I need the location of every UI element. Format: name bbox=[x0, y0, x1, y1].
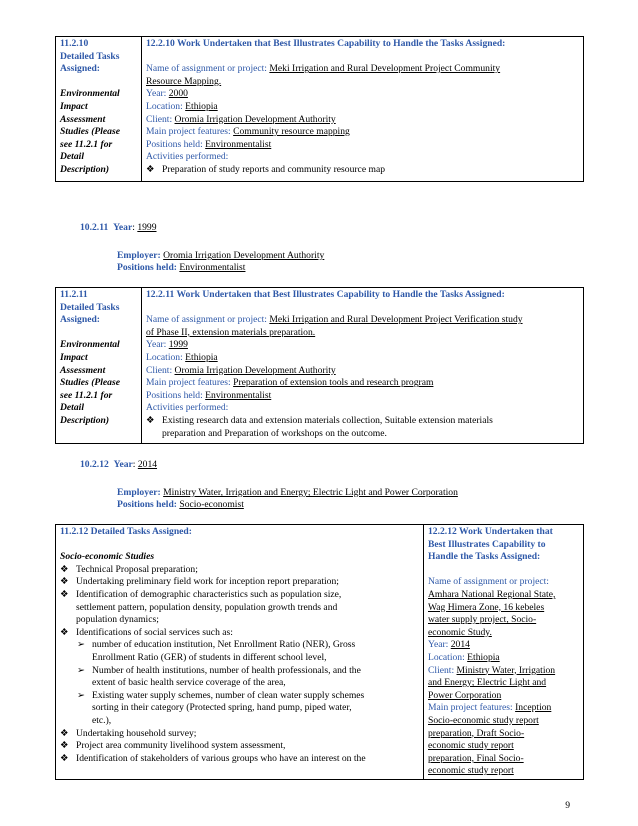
employer-line: Employer: Ministry Water, Irrigation and Energy; Electric Light and Power Corporation bbox=[117, 487, 458, 498]
task-category-line: Impact bbox=[60, 100, 88, 112]
diamond-bullet-icon: ❖ bbox=[60, 563, 69, 575]
project-client: Client: Oromia Irrigation Development Authority bbox=[146, 113, 336, 125]
task-category-line: Assessment bbox=[60, 364, 106, 376]
assignment-name-label: Name of assignment or project: bbox=[428, 576, 549, 588]
arrow-bullet-icon: ➢ bbox=[77, 689, 86, 701]
task-subitem: ➢ Number of health institutions, number of health professionals, and the extent of basic health service coverage of the area, bbox=[77, 664, 361, 689]
project-features-cont: preparation, Draft Socio- bbox=[428, 727, 525, 739]
project-features-cont: preparation, Final Socio- bbox=[428, 752, 524, 764]
project-features: Main project features: Inception bbox=[428, 702, 552, 714]
project-features: Main project features: Preparation of extension tools and research program bbox=[146, 377, 434, 389]
employer-line: Employer: Oromia Irrigation Development Authority bbox=[117, 250, 325, 261]
assignment-name: Name of assignment or project: Meki Irrigation and Rural Development Project Verification study bbox=[146, 314, 523, 326]
task-category: Socio-economic Studies bbox=[60, 551, 155, 563]
diamond-bullet-icon: ❖ bbox=[60, 588, 69, 600]
work-heading-line: Best Illustrates Capability to bbox=[428, 538, 546, 550]
positions-line: Positions held: Socio-economist bbox=[117, 499, 244, 510]
diamond-bullet-icon: ❖ bbox=[60, 576, 69, 588]
task-category-line: Impact bbox=[60, 351, 88, 363]
project-client-cont: and Energy; Electric Light and bbox=[428, 677, 547, 689]
diamond-bullet-icon: ❖ bbox=[60, 740, 69, 752]
work-heading: 12.2.10 Work Undertaken that Best Illustrates Capability to Handle the Tasks Assigned: bbox=[146, 38, 506, 49]
project-features: Main project features: Community resource mapping bbox=[146, 126, 350, 138]
activities-label: Activities performed: bbox=[146, 402, 229, 414]
project-client-cont: Power Corporation bbox=[428, 689, 502, 701]
task-category-line: Studies (Please bbox=[60, 377, 120, 389]
assignment-name-line: water supply project, Socio- bbox=[428, 614, 537, 626]
work-heading-line: Handle the Tasks Assigned: bbox=[428, 551, 541, 563]
project-features-cont: economic study report bbox=[428, 740, 514, 752]
positions-line: Positions held: Environmentalist bbox=[117, 262, 246, 273]
task-item: ❖ Identifications of social services such as: bbox=[60, 626, 233, 638]
task-category-line: Studies (Please bbox=[60, 126, 120, 138]
tasks-cell bbox=[56, 525, 424, 780]
project-features-cont: Socio-economic study report bbox=[428, 714, 539, 726]
task-title-line: Assigned: bbox=[60, 63, 100, 75]
project-year: Year: 1999 bbox=[146, 339, 188, 351]
task-title-line: Assigned: bbox=[60, 314, 100, 326]
task-item: ❖ Undertaking preliminary field work for inception report preparation; bbox=[60, 576, 339, 588]
task-item: ❖ Technical Proposal preparation; bbox=[60, 563, 198, 575]
diamond-bullet-icon: ❖ bbox=[146, 414, 155, 426]
work-cell bbox=[142, 288, 584, 444]
tasks-cell bbox=[56, 288, 142, 444]
diamond-bullet-icon: ❖ bbox=[146, 163, 155, 175]
task-item: ❖ Undertaking household survey; bbox=[60, 727, 197, 739]
task-item: ❖ Identification of demographic characteristics such as population size, settlement pattern, population density, population growth trends and population dynamics; bbox=[60, 588, 342, 626]
experience-table-2000 bbox=[55, 36, 584, 182]
experience-table-1999 bbox=[55, 287, 584, 444]
project-client: Client: Ministry Water, Irrigation bbox=[428, 664, 556, 676]
tasks-cell bbox=[56, 37, 142, 182]
positions-held: Positions held: Environmentalist bbox=[146, 138, 272, 150]
activity-item: ❖ Preparation of study reports and community resource map bbox=[146, 163, 385, 175]
tasks-heading: 11.2.12 Detailed Tasks Assigned: bbox=[60, 526, 192, 537]
activities-label: Activities performed: bbox=[146, 151, 229, 163]
task-code: 11.2.10 bbox=[60, 38, 89, 49]
section-year-1999: 10.2.11 Year: 1999 bbox=[80, 222, 157, 233]
arrow-bullet-icon: ➢ bbox=[77, 664, 86, 676]
task-item: ❖ Project area community livelihood system assessment, bbox=[60, 740, 286, 752]
activity-item: ❖ Existing research data and extension materials collection, Suitable extension materials preparation and Preparation of workshops on the outcome. bbox=[146, 414, 493, 439]
task-title-line: Detailed Tasks bbox=[60, 301, 120, 313]
work-cell bbox=[424, 525, 584, 780]
experience-table-2014 bbox=[55, 524, 584, 780]
task-category-line: see 11.2.1 for bbox=[60, 138, 113, 150]
task-category-line: Environmental bbox=[60, 88, 120, 100]
diamond-bullet-icon: ❖ bbox=[60, 727, 69, 739]
task-item: ❖ Identification of stakeholders of various groups who have an interest on the bbox=[60, 752, 366, 764]
page-number: 9 bbox=[565, 800, 570, 811]
project-location: Location: Ethiopia bbox=[146, 100, 218, 112]
project-location: Location: Ethiopia bbox=[428, 651, 500, 663]
assignment-name: Name of assignment or project: Meki Irrigation and Rural Development Project Community bbox=[146, 63, 501, 75]
assignment-name-cont: Resource Mapping. bbox=[146, 75, 222, 87]
project-features-cont: economic study report bbox=[428, 765, 514, 777]
diamond-bullet-icon: ❖ bbox=[60, 752, 69, 764]
project-location: Location: Ethiopia bbox=[146, 351, 218, 363]
assignment-name-cont: of Phase II, extension materials preparation. bbox=[146, 326, 316, 338]
work-cell bbox=[142, 37, 584, 182]
task-code: 11.2.11 bbox=[60, 289, 88, 300]
task-category-line: Description) bbox=[60, 163, 110, 175]
project-client: Client: Oromia Irrigation Development Authority bbox=[146, 364, 336, 376]
task-subitem: ➢ Existing water supply schemes, number of clean water supply schemes sorting in their category (Protected spring, hand pump, piped water, etc.), bbox=[77, 689, 365, 726]
work-heading: 12.2.11 Work Undertaken that Best Illustrates Capability to Handle the Tasks Assigned: bbox=[146, 289, 505, 300]
task-subitem: ➢ number of education institution, Net Enrollment Ratio (NER), Gross Enrollment Ratio (GER) of students in different school level, bbox=[77, 639, 356, 663]
assignment-name-line: Wag Himera Zone, 16 kebeles bbox=[428, 601, 545, 613]
task-category-line: Environmental bbox=[60, 339, 120, 351]
task-category-line: Detail bbox=[60, 402, 84, 414]
arrow-bullet-icon: ➢ bbox=[77, 639, 86, 651]
project-year: Year: 2014 bbox=[428, 639, 470, 651]
task-category-line: Assessment bbox=[60, 113, 106, 125]
task-category-line: Detail bbox=[60, 151, 84, 163]
positions-held: Positions held: Environmentalist bbox=[146, 389, 272, 401]
assignment-name-line: economic Study. bbox=[428, 626, 492, 638]
task-category-line: see 11.2.1 for bbox=[60, 389, 113, 401]
task-category-line: Description) bbox=[60, 414, 110, 426]
project-year: Year: 2000 bbox=[146, 88, 188, 100]
diamond-bullet-icon: ❖ bbox=[60, 626, 69, 638]
assignment-name-line: Amhara National Regional State, bbox=[428, 588, 556, 600]
section-year-2014: 10.2.12 Year: 2014 bbox=[80, 459, 158, 470]
work-heading-line: 12.2.12 Work Undertaken that bbox=[428, 526, 553, 537]
task-title-line: Detailed Tasks bbox=[60, 50, 120, 62]
